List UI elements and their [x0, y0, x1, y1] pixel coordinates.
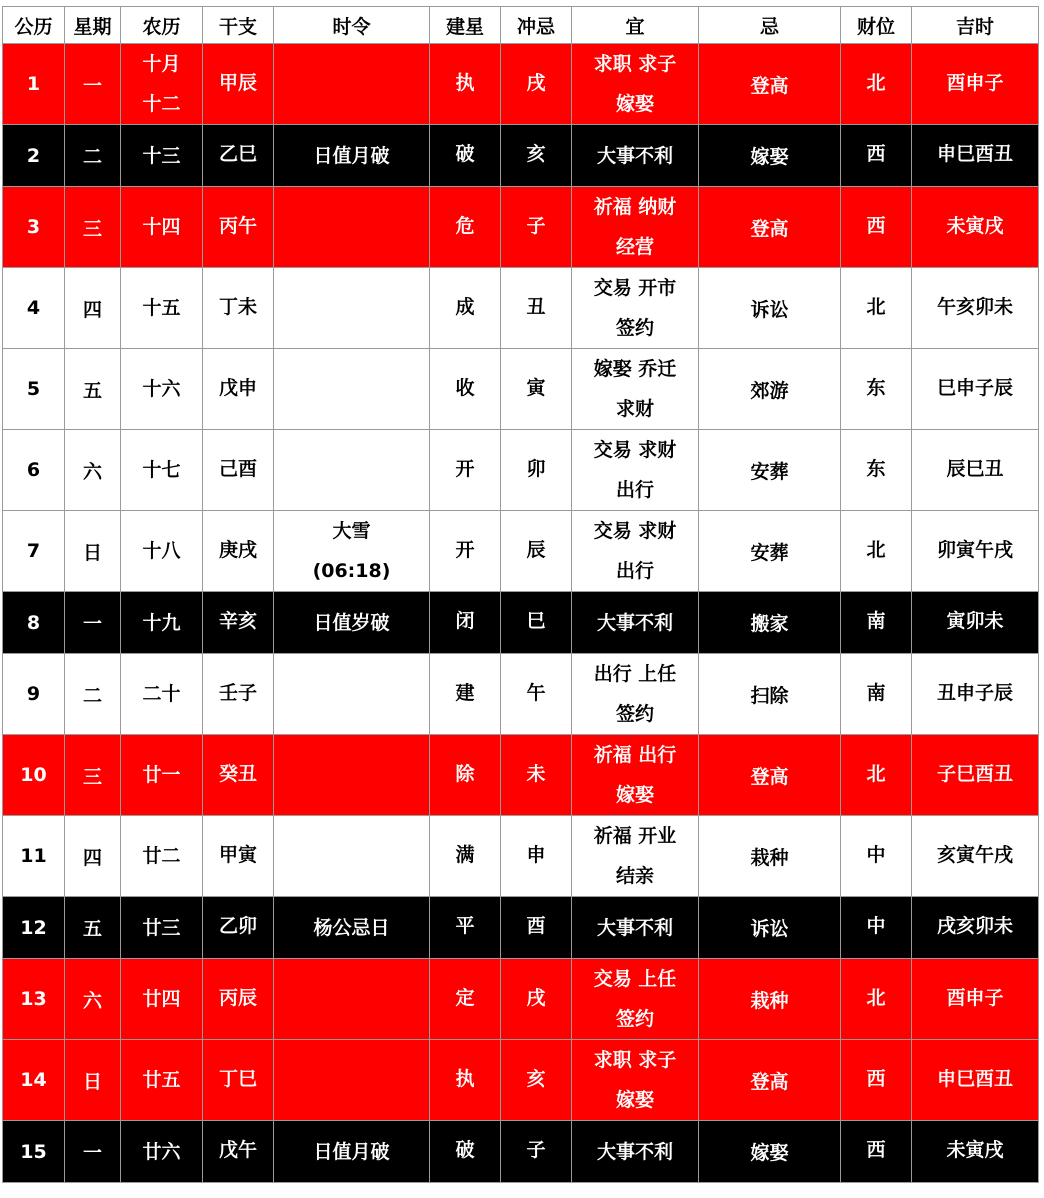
cell-lunar-date-lines — [142, 755, 180, 795]
cell-weekday: 三 — [65, 735, 121, 816]
header-lunar: 农历 — [121, 7, 203, 44]
cell-lunar-date — [121, 592, 203, 654]
header-row — [3, 7, 1039, 44]
cell-ganzhi: 戊午 — [203, 1121, 274, 1183]
cell-yi-lines — [594, 349, 677, 429]
cell-season-line: (06:18) — [312, 560, 391, 582]
cell-season-line: 杨公忌日 — [313, 916, 390, 939]
cell-jianxing: 闭 — [430, 592, 501, 654]
cell-yi — [572, 125, 699, 187]
cell-ji: 诉讼 — [699, 268, 841, 349]
cell-lunar-date — [121, 511, 203, 592]
cell-yi-line: 大事不利 — [596, 1140, 673, 1163]
cell-ganzhi: 戊申 — [203, 349, 274, 430]
cell-weekday: 六 — [65, 430, 121, 511]
cell-gregorian-day: 10 — [3, 735, 65, 816]
cell-lunar-date — [121, 430, 203, 511]
cell-gregorian-day: 3 — [3, 187, 65, 268]
cell-caiwei: 西 — [841, 1040, 912, 1121]
cell-lunar-date — [121, 1121, 203, 1183]
cell-season — [274, 187, 430, 268]
table-row — [3, 816, 1039, 897]
cell-lunar-date-line: 十二 — [142, 93, 181, 115]
cell-chong: 辰 — [501, 511, 572, 592]
cell-gregorian-day: 15 — [3, 1121, 65, 1183]
cell-lunar-date-line: 廿一 — [142, 764, 181, 786]
cell-jishi: 申巳酉丑 — [912, 125, 1039, 187]
table-row — [3, 430, 1039, 511]
cell-lunar-date-lines — [142, 603, 180, 643]
cell-lunar-date — [121, 349, 203, 430]
cell-jishi: 未寅戌 — [912, 1121, 1039, 1183]
cell-lunar-date — [121, 959, 203, 1040]
header-ganzhi: 干支 — [203, 7, 274, 44]
cell-yi-line: 求财 — [615, 398, 654, 420]
cell-jianxing: 定 — [430, 959, 501, 1040]
cell-jianxing: 开 — [430, 430, 501, 511]
cell-weekday: 六 — [65, 959, 121, 1040]
cell-gregorian-day: 1 — [3, 44, 65, 125]
cell-weekday: 一 — [65, 592, 121, 654]
cell-weekday: 一 — [65, 1121, 121, 1183]
cell-ji: 登高 — [699, 1040, 841, 1121]
cell-lunar-date-lines — [142, 44, 180, 124]
table-row — [3, 592, 1039, 654]
cell-ji: 登高 — [699, 187, 841, 268]
cell-ji: 登高 — [699, 44, 841, 125]
table-row — [3, 1040, 1039, 1121]
cell-lunar-date-line: 十九 — [142, 611, 181, 634]
cell-jianxing: 满 — [430, 816, 501, 897]
cell-season-lines — [313, 603, 389, 643]
cell-yi — [572, 816, 699, 897]
cell-caiwei: 北 — [841, 44, 912, 125]
cell-weekday: 一 — [65, 44, 121, 125]
cell-weekday: 四 — [65, 268, 121, 349]
cell-gregorian-day: 11 — [3, 816, 65, 897]
cell-ganzhi: 丁巳 — [203, 1040, 274, 1121]
cell-jianxing: 成 — [430, 268, 501, 349]
cell-lunar-date — [121, 897, 203, 959]
cell-lunar-date-lines — [142, 450, 180, 490]
cell-season — [274, 125, 430, 187]
table-row — [3, 654, 1039, 735]
cell-jianxing: 收 — [430, 349, 501, 430]
cell-yi-line: 交易 求财 — [593, 439, 677, 461]
cell-jishi: 卯寅午戌 — [912, 511, 1039, 592]
cell-season — [274, 959, 430, 1040]
cell-yi-lines — [597, 136, 673, 176]
cell-lunar-date-line: 十七 — [142, 459, 181, 481]
cell-yi-line: 交易 求财 — [593, 520, 677, 542]
cell-yi-lines — [594, 268, 677, 348]
cell-lunar-date-lines — [142, 1132, 180, 1172]
cell-chong: 丑 — [501, 268, 572, 349]
cell-yi-lines — [594, 511, 677, 591]
cell-yi-lines — [597, 603, 673, 643]
cell-yi-line: 经营 — [615, 236, 654, 258]
cell-season — [274, 268, 430, 349]
cell-yi-line: 出行 — [615, 560, 654, 582]
cell-caiwei: 西 — [841, 125, 912, 187]
cell-yi-line: 大事不利 — [596, 144, 673, 167]
cell-chong: 戌 — [501, 44, 572, 125]
header-ji: 忌 — [699, 7, 841, 44]
cell-ji: 郊游 — [699, 349, 841, 430]
cell-lunar-date-line: 十五 — [142, 297, 181, 319]
cell-lunar-date-line: 二十 — [142, 683, 181, 705]
cell-jianxing: 建 — [430, 654, 501, 735]
cell-jianxing: 破 — [430, 125, 501, 187]
cell-lunar-date-lines — [142, 136, 180, 176]
cell-caiwei: 中 — [841, 897, 912, 959]
cell-lunar-date — [121, 816, 203, 897]
cell-yi — [572, 592, 699, 654]
cell-jishi: 戌亥卯未 — [912, 897, 1039, 959]
cell-lunar-date — [121, 654, 203, 735]
cell-yi — [572, 735, 699, 816]
cell-weekday: 日 — [65, 1040, 121, 1121]
cell-season — [274, 1121, 430, 1183]
cell-season — [274, 654, 430, 735]
cell-gregorian-day: 14 — [3, 1040, 65, 1121]
cell-season — [274, 735, 430, 816]
cell-chong: 未 — [501, 735, 572, 816]
cell-season-line: 日值月破 — [313, 144, 390, 167]
cell-caiwei: 西 — [841, 187, 912, 268]
cell-caiwei: 东 — [841, 349, 912, 430]
cell-yi-line: 出行 上任 — [593, 663, 677, 685]
cell-lunar-date-line: 廿二 — [142, 845, 181, 867]
table-row — [3, 268, 1039, 349]
cell-gregorian-day: 9 — [3, 654, 65, 735]
header-chong: 冲忌 — [501, 7, 572, 44]
cell-ganzhi: 丁未 — [203, 268, 274, 349]
cell-lunar-date-line: 十三 — [142, 144, 181, 167]
cell-yi-line: 祈福 开业 — [593, 825, 677, 847]
cell-ganzhi: 己酉 — [203, 430, 274, 511]
table-row — [3, 897, 1039, 959]
cell-ganzhi: 癸丑 — [203, 735, 274, 816]
cell-caiwei: 北 — [841, 959, 912, 1040]
cell-yi-lines — [597, 908, 673, 948]
cell-yi — [572, 44, 699, 125]
cell-ji: 登高 — [699, 735, 841, 816]
cell-yi-line: 求职 求子 — [593, 1049, 677, 1071]
cell-yi — [572, 511, 699, 592]
cell-yi-lines — [594, 187, 677, 267]
cell-season-lines — [313, 511, 391, 591]
cell-ganzhi: 甲辰 — [203, 44, 274, 125]
table-row — [3, 511, 1039, 592]
header-caiwei: 财位 — [841, 7, 912, 44]
cell-jishi: 酉申子 — [912, 44, 1039, 125]
cell-yi — [572, 897, 699, 959]
cell-yi-lines — [594, 654, 677, 734]
cell-ganzhi: 辛亥 — [203, 592, 274, 654]
cell-yi-line: 求职 求子 — [593, 53, 677, 75]
table-row — [3, 959, 1039, 1040]
cell-lunar-date-line: 廿五 — [142, 1069, 181, 1091]
cell-lunar-date-lines — [142, 674, 180, 714]
cell-ganzhi: 乙巳 — [203, 125, 274, 187]
cell-yi — [572, 349, 699, 430]
cell-ji: 栽种 — [699, 816, 841, 897]
cell-yi-line: 祈福 出行 — [593, 744, 677, 766]
cell-gregorian-day: 2 — [3, 125, 65, 187]
cell-lunar-date — [121, 187, 203, 268]
table-row — [3, 735, 1039, 816]
cell-lunar-date-lines — [142, 288, 180, 328]
table-row — [3, 349, 1039, 430]
cell-jianxing: 破 — [430, 1121, 501, 1183]
cell-caiwei: 中 — [841, 816, 912, 897]
cell-ji: 栽种 — [699, 959, 841, 1040]
cell-jianxing: 执 — [430, 1040, 501, 1121]
cell-jishi: 巳申子辰 — [912, 349, 1039, 430]
cell-gregorian-day: 7 — [3, 511, 65, 592]
cell-yi-line: 嫁娶 — [615, 93, 654, 115]
cell-yi-lines — [594, 44, 677, 124]
cell-season — [274, 1040, 430, 1121]
cell-chong: 子 — [501, 187, 572, 268]
cell-lunar-date-lines — [142, 207, 180, 247]
cell-yi — [572, 430, 699, 511]
cell-jianxing: 平 — [430, 897, 501, 959]
cell-caiwei: 北 — [841, 735, 912, 816]
cell-lunar-date — [121, 735, 203, 816]
cell-yi — [572, 268, 699, 349]
cell-yi-line: 嫁娶 乔迁 — [593, 358, 677, 380]
cell-ganzhi: 乙卯 — [203, 897, 274, 959]
cell-ji: 搬家 — [699, 592, 841, 654]
header-gregorian: 公历 — [3, 7, 65, 44]
cell-season — [274, 44, 430, 125]
header-jianxing: 建星 — [430, 7, 501, 44]
cell-jishi: 未寅戌 — [912, 187, 1039, 268]
cell-ji: 安葬 — [699, 511, 841, 592]
cell-lunar-date-lines — [142, 369, 180, 409]
cell-yi-line: 交易 开市 — [593, 277, 677, 299]
cell-weekday: 五 — [65, 897, 121, 959]
cell-season — [274, 816, 430, 897]
cell-lunar-date-line: 十月 — [142, 53, 181, 75]
cell-lunar-date-lines — [142, 979, 180, 1019]
cell-chong: 戌 — [501, 959, 572, 1040]
cell-lunar-date-line: 十四 — [142, 216, 181, 238]
cell-yi-line: 嫁娶 — [615, 784, 654, 806]
cell-caiwei: 西 — [841, 1121, 912, 1183]
cell-jianxing: 执 — [430, 44, 501, 125]
cell-weekday: 五 — [65, 349, 121, 430]
header-jishi: 吉时 — [912, 7, 1039, 44]
cell-ji: 诉讼 — [699, 897, 841, 959]
cell-lunar-date — [121, 1040, 203, 1121]
cell-caiwei: 北 — [841, 511, 912, 592]
almanac-table — [2, 6, 1039, 1183]
table-row — [3, 44, 1039, 125]
cell-lunar-date — [121, 268, 203, 349]
cell-yi-line: 签约 — [615, 317, 654, 339]
cell-lunar-date — [121, 125, 203, 187]
cell-lunar-date-lines — [142, 836, 180, 876]
cell-ganzhi: 庚戌 — [203, 511, 274, 592]
cell-yi-line: 结亲 — [615, 865, 654, 887]
header-yi: 宜 — [572, 7, 699, 44]
cell-chong: 申 — [501, 816, 572, 897]
cell-caiwei: 北 — [841, 268, 912, 349]
cell-jishi: 辰巳丑 — [912, 430, 1039, 511]
cell-ganzhi: 甲寅 — [203, 816, 274, 897]
cell-lunar-date-lines — [142, 908, 180, 948]
cell-caiwei: 东 — [841, 430, 912, 511]
cell-chong: 寅 — [501, 349, 572, 430]
cell-jishi: 申巳酉丑 — [912, 1040, 1039, 1121]
cell-lunar-date — [121, 44, 203, 125]
cell-yi-line: 交易 上任 — [593, 968, 677, 990]
cell-yi — [572, 959, 699, 1040]
cell-lunar-date-line: 廿四 — [142, 988, 181, 1010]
cell-chong: 酉 — [501, 897, 572, 959]
table-body — [3, 44, 1039, 1183]
cell-jishi: 寅卯未 — [912, 592, 1039, 654]
cell-weekday: 三 — [65, 187, 121, 268]
cell-gregorian-day: 8 — [3, 592, 65, 654]
cell-yi-line: 出行 — [615, 479, 654, 501]
cell-season-lines — [313, 1132, 389, 1172]
cell-yi-lines — [594, 430, 677, 510]
cell-yi-lines — [594, 959, 677, 1039]
cell-yi — [572, 187, 699, 268]
cell-ganzhi: 壬子 — [203, 654, 274, 735]
cell-ji: 嫁娶 — [699, 125, 841, 187]
cell-yi-lines — [594, 735, 677, 815]
cell-season — [274, 349, 430, 430]
cell-chong: 亥 — [501, 125, 572, 187]
cell-lunar-date-line: 十八 — [142, 540, 181, 562]
cell-jishi: 酉申子 — [912, 959, 1039, 1040]
cell-season-line: 日值月破 — [313, 1140, 390, 1163]
cell-ji: 扫除 — [699, 654, 841, 735]
cell-season-lines — [313, 136, 389, 176]
cell-chong: 午 — [501, 654, 572, 735]
cell-weekday: 二 — [65, 654, 121, 735]
cell-yi-line: 大事不利 — [596, 916, 673, 939]
cell-chong: 亥 — [501, 1040, 572, 1121]
cell-weekday: 二 — [65, 125, 121, 187]
cell-weekday: 四 — [65, 816, 121, 897]
cell-season-lines — [313, 908, 389, 948]
cell-lunar-date-line: 十六 — [142, 378, 181, 400]
cell-jishi: 丑申子辰 — [912, 654, 1039, 735]
cell-caiwei: 南 — [841, 592, 912, 654]
cell-yi-line: 大事不利 — [596, 611, 673, 634]
cell-season-line: 日值岁破 — [313, 611, 390, 634]
cell-jianxing: 除 — [430, 735, 501, 816]
cell-season — [274, 430, 430, 511]
cell-season — [274, 511, 430, 592]
cell-lunar-date-lines — [142, 1060, 180, 1100]
cell-yi — [572, 1121, 699, 1183]
cell-season-line: 大雪 — [332, 520, 371, 542]
cell-yi — [572, 654, 699, 735]
cell-gregorian-day: 5 — [3, 349, 65, 430]
cell-gregorian-day: 12 — [3, 897, 65, 959]
header-weekday: 星期 — [65, 7, 121, 44]
cell-chong: 巳 — [501, 592, 572, 654]
cell-yi-lines — [594, 1040, 677, 1120]
header-season: 时令 — [274, 7, 430, 44]
cell-gregorian-day: 6 — [3, 430, 65, 511]
table-row — [3, 125, 1039, 187]
cell-ji: 安葬 — [699, 430, 841, 511]
cell-caiwei: 南 — [841, 654, 912, 735]
cell-yi-line: 签约 — [615, 703, 654, 725]
cell-season — [274, 592, 430, 654]
cell-weekday: 日 — [65, 511, 121, 592]
cell-gregorian-day: 4 — [3, 268, 65, 349]
cell-yi-line: 祈福 纳财 — [593, 196, 677, 218]
cell-yi-line: 签约 — [615, 1008, 654, 1030]
cell-chong: 子 — [501, 1121, 572, 1183]
cell-gregorian-day: 13 — [3, 959, 65, 1040]
cell-lunar-date-line: 廿三 — [142, 916, 181, 939]
cell-yi-line: 嫁娶 — [615, 1089, 654, 1111]
cell-lunar-date-line: 廿六 — [142, 1140, 181, 1163]
cell-ji: 嫁娶 — [699, 1121, 841, 1183]
cell-yi-lines — [597, 1132, 673, 1172]
cell-jianxing: 开 — [430, 511, 501, 592]
cell-yi-lines — [594, 816, 677, 896]
cell-season — [274, 897, 430, 959]
cell-lunar-date-lines — [142, 531, 180, 571]
cell-chong: 卯 — [501, 430, 572, 511]
cell-jishi: 子巳酉丑 — [912, 735, 1039, 816]
cell-ganzhi: 丙辰 — [203, 959, 274, 1040]
cell-jianxing: 危 — [430, 187, 501, 268]
cell-jishi: 亥寅午戌 — [912, 816, 1039, 897]
cell-ganzhi: 丙午 — [203, 187, 274, 268]
table-row — [3, 187, 1039, 268]
cell-yi — [572, 1040, 699, 1121]
table-row — [3, 1121, 1039, 1183]
cell-jishi: 午亥卯未 — [912, 268, 1039, 349]
